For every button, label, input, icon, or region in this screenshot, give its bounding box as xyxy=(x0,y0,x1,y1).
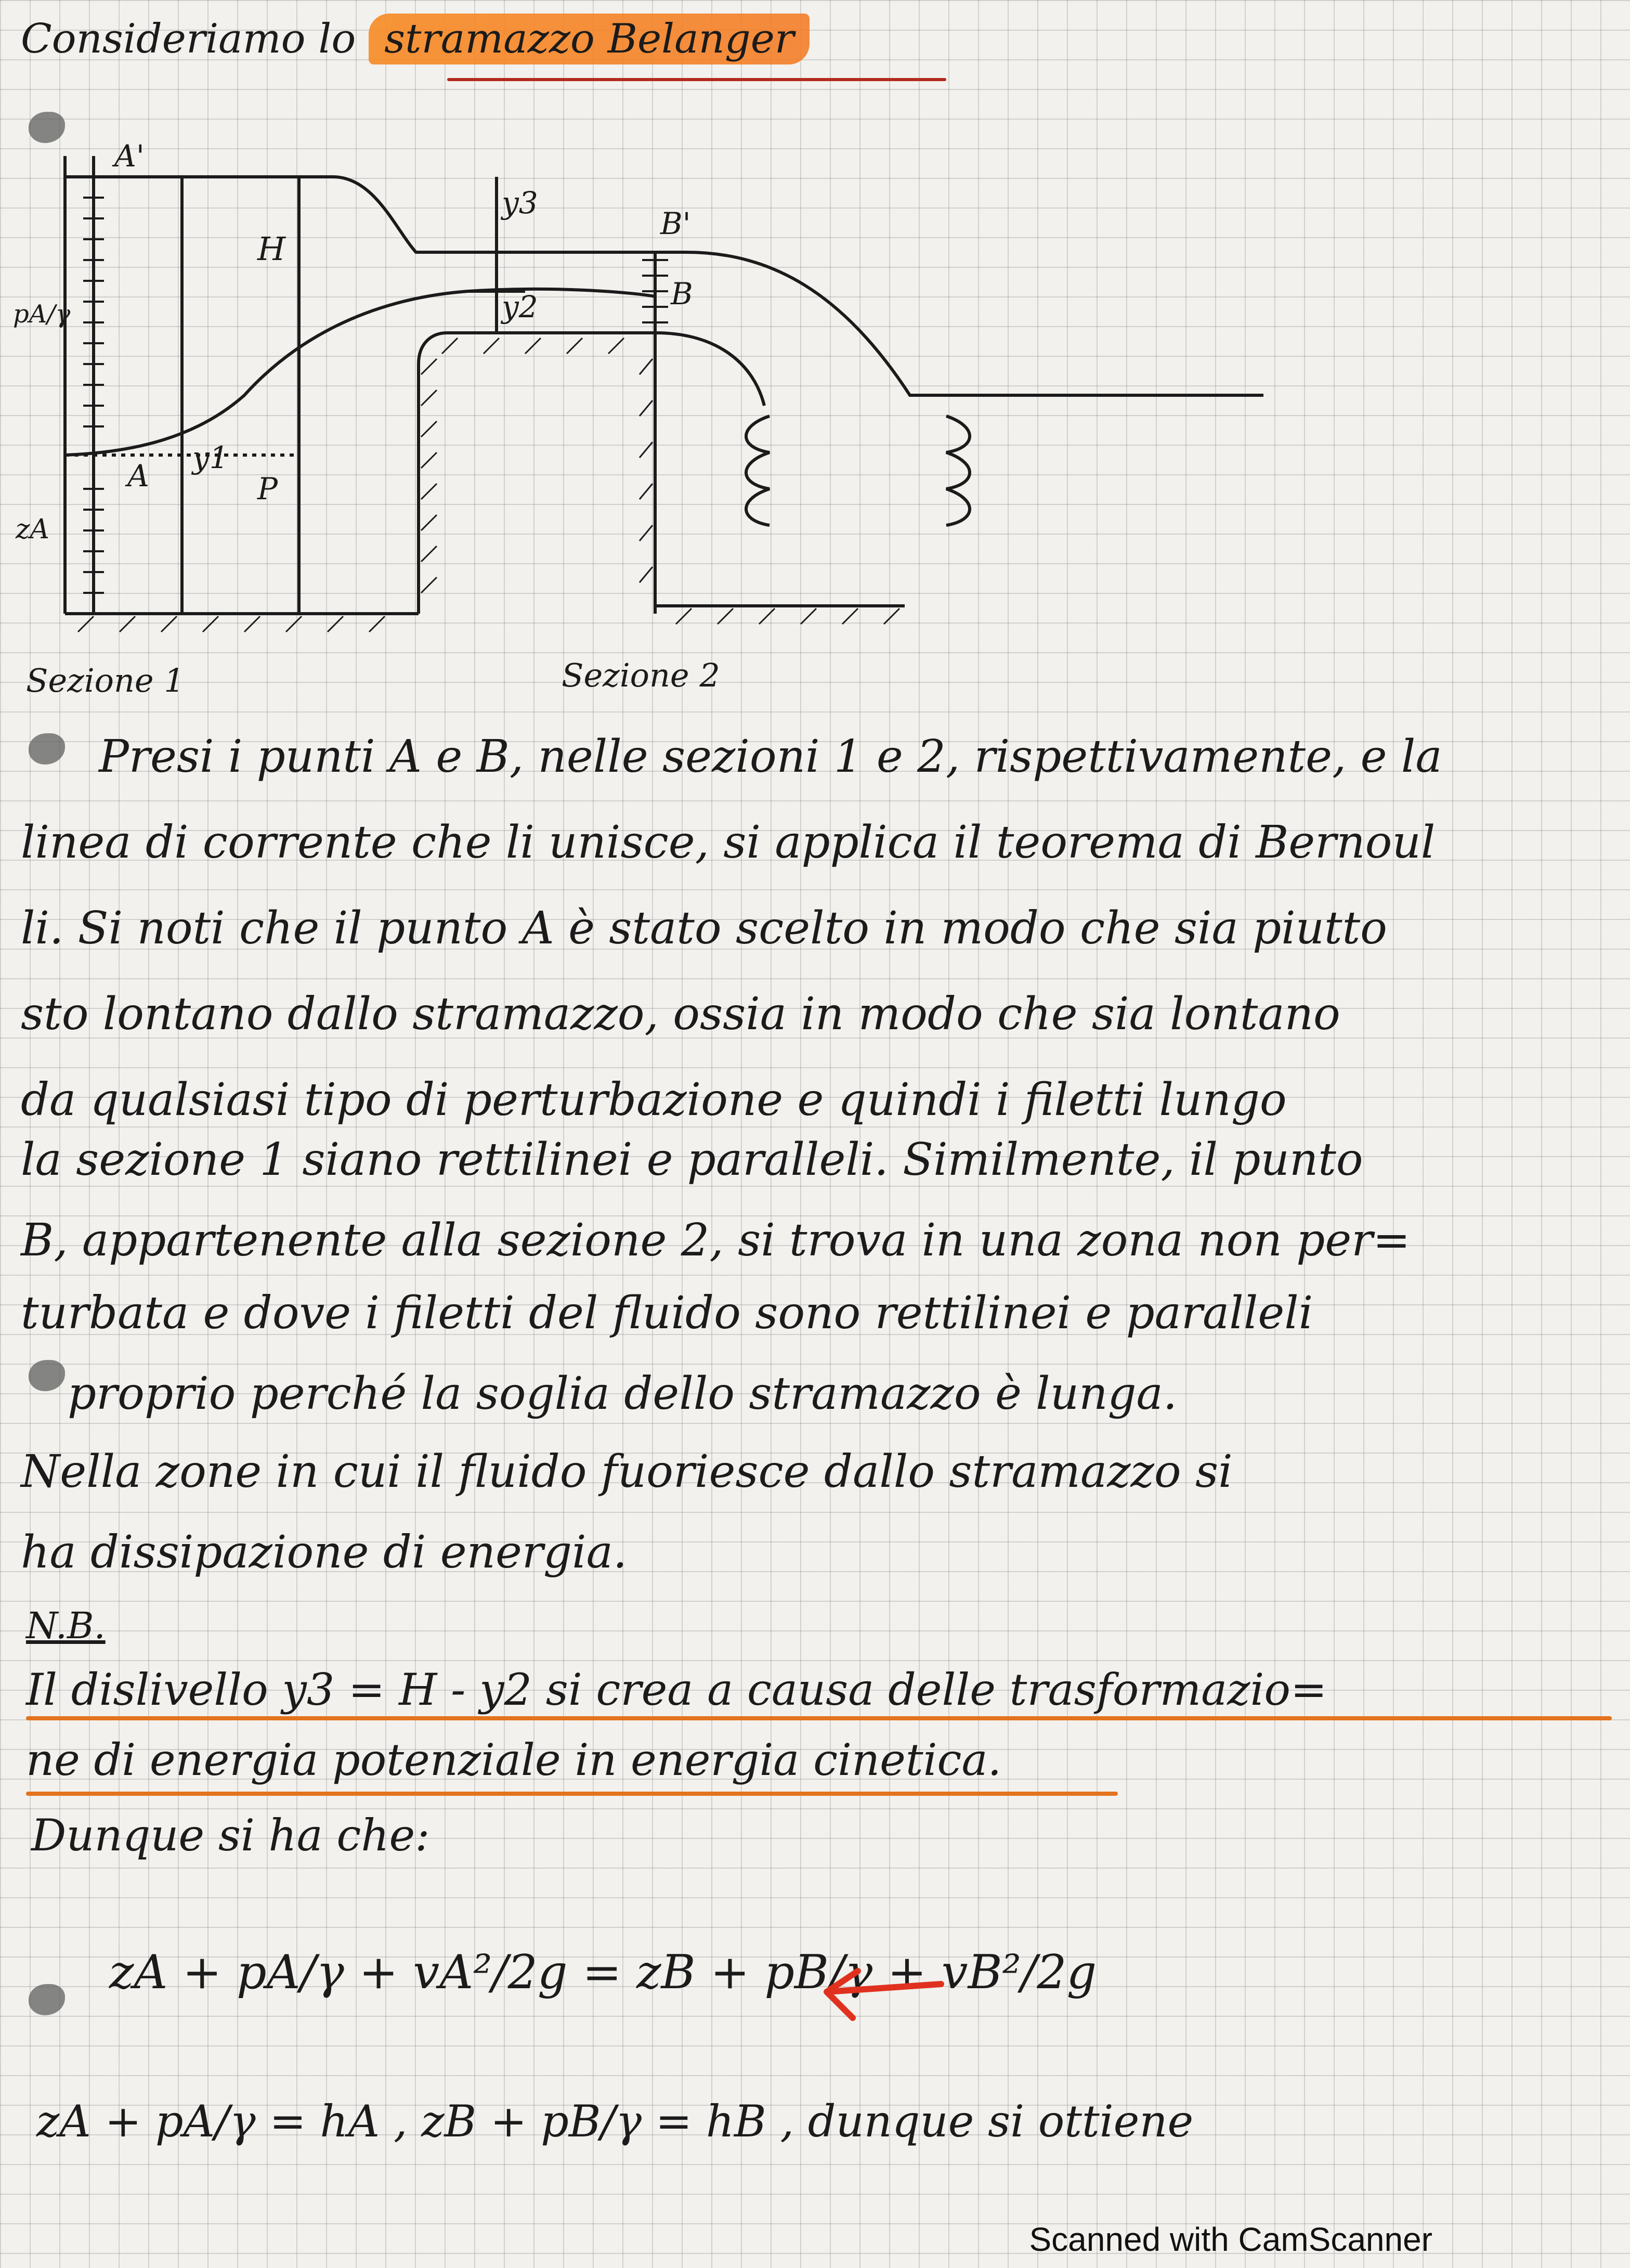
nb-underline-1 xyxy=(26,1716,1612,1720)
label-a-prime: A' xyxy=(114,138,145,174)
section-1-label: Sezione 1 xyxy=(26,662,185,699)
binder-hole xyxy=(29,733,65,764)
equation-1-rhs: zB + pB/γ + vB²/2g xyxy=(636,1945,1097,2000)
label-za: zA xyxy=(16,514,49,545)
equation-2 xyxy=(36,2096,1193,2147)
label-b: B xyxy=(671,276,693,312)
label-a: A xyxy=(127,458,149,494)
equation-1-equals: = xyxy=(582,1945,622,2000)
scanner-watermark: Scanned with CamScanner xyxy=(1029,2221,1432,2258)
equation-1 xyxy=(109,1945,1097,2000)
label-y2: y2 xyxy=(502,289,538,325)
label-p: P xyxy=(257,471,278,507)
title-highlight: stramazzo Belanger xyxy=(369,14,810,64)
paragraph-line: sto lontano dallo stramazzo, ossia in modo che sia lontano xyxy=(21,988,1340,1040)
nb-line-1: Il dislivello y3 = H - y2 si crea a causa delle trasformazio= xyxy=(26,1664,1327,1715)
binder-hole xyxy=(29,1360,65,1391)
paragraph-line: da qualsiasi tipo di perturbazione e quindi i filetti lungo xyxy=(21,1074,1287,1126)
paragraph-line: la sezione 1 siano rettilinei e paralleli. Similmente, il punto xyxy=(21,1134,1363,1186)
equation-2-part1: zA + pA/γ = hA , xyxy=(36,2096,408,2147)
title-prefix: Consideriamo lo xyxy=(21,16,356,62)
paragraph-line: Presi i punti A e B, nelle sezioni 1 e 2, rispettivamente, e la xyxy=(99,731,1442,783)
paragraph-line: turbata e dove i filetti del fluido sono rettilinei e paralleli xyxy=(21,1287,1313,1339)
paragraph-line: Nella zone in cui il fluido fuoriesce dallo stramazzo si xyxy=(21,1446,1233,1498)
paragraph-line: linea di corrente che li unisce, si applica il teorema di Bernoul xyxy=(21,817,1436,869)
paragraph-line: proprio perché la soglia dello stramazzo è lunga. xyxy=(68,1368,1178,1420)
equation-1-lhs: zA + pA/γ + vA²/2g xyxy=(109,1945,568,2000)
section-2-label: Sezione 2 xyxy=(562,656,720,694)
paragraph-line: ha dissipazione di energia. xyxy=(21,1526,628,1578)
label-h: H xyxy=(257,230,286,268)
label-b-prime: B' xyxy=(660,206,691,241)
paragraph-line: li. Si noti che il punto A è stato scelto in modo che sia piutto xyxy=(21,902,1387,954)
weir-diagram xyxy=(0,0,1630,728)
equation-2-tail: , dunque si ottiene xyxy=(780,2096,1194,2147)
nb-line-2: ne di energia potenziale in energia cinetica. xyxy=(26,1734,1002,1785)
label-pa-gamma: pA/γ xyxy=(13,300,71,329)
equation-2-part2: zB + pB/γ = hB xyxy=(421,2096,766,2147)
binder-hole xyxy=(29,1984,65,2015)
nb-label: N.B. xyxy=(26,1604,106,1647)
dunque-line: Dunque si ha che: xyxy=(31,1810,430,1861)
nb-underline-2 xyxy=(26,1792,1118,1796)
label-y3: y3 xyxy=(502,185,538,221)
paragraph-line: B, appartenente alla sezione 2, si trova in una zona non per= xyxy=(21,1214,1411,1266)
label-y1: y1 xyxy=(192,440,229,475)
